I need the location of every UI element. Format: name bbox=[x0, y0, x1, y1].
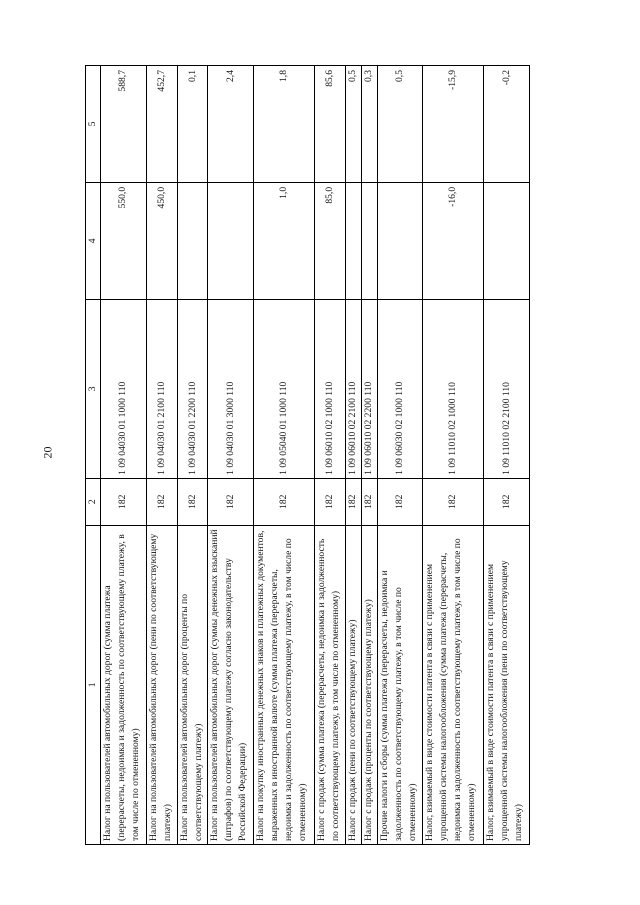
value-col5-cell: 85,6 bbox=[314, 66, 345, 183]
tax-name-cell: Налог с продаж (проценты по соответствующему платежу) bbox=[361, 525, 377, 844]
table-body bbox=[101, 66, 530, 845]
table-row bbox=[254, 66, 315, 845]
admin-code-cell: 182 bbox=[208, 478, 254, 525]
value-col4-cell: 1,0 bbox=[254, 182, 315, 299]
kbk-code-cell: 1 09 04030 01 3000 110 bbox=[208, 299, 254, 478]
admin-code-cell: 182 bbox=[484, 478, 530, 525]
header-col-2: 2 bbox=[86, 478, 101, 525]
admin-code-cell: 182 bbox=[101, 478, 147, 525]
admin-code-cell: 182 bbox=[254, 478, 315, 525]
page-number: 20 bbox=[40, 446, 55, 459]
header-row bbox=[86, 66, 101, 845]
value-col4-cell: 85,0 bbox=[314, 182, 345, 299]
value-col4-cell: 450,0 bbox=[146, 182, 177, 299]
table-row bbox=[484, 66, 530, 845]
header-col-4: 4 bbox=[86, 182, 101, 299]
kbk-code-cell: 1 09 06010 02 1000 110 bbox=[314, 299, 345, 478]
header-col-1: 1 bbox=[86, 525, 101, 844]
admin-code-cell: 182 bbox=[345, 478, 361, 525]
value-col5-cell: 0,5 bbox=[345, 66, 361, 183]
budget-revenue-table bbox=[85, 65, 530, 845]
table-row bbox=[146, 66, 177, 845]
admin-code-cell: 182 bbox=[314, 478, 345, 525]
value-col4-cell bbox=[377, 182, 423, 299]
tax-name-cell: Налог, взимаемый в виде стоимости патента в связи с применением упрощенной системы налогообложения (пени по соответствующему платежу) bbox=[484, 525, 530, 844]
table-row bbox=[177, 66, 208, 845]
kbk-code-cell: 1 09 04030 01 2200 110 bbox=[177, 299, 208, 478]
value-col4-cell bbox=[361, 182, 377, 299]
kbk-code-cell: 1 09 11010 02 1000 110 bbox=[423, 299, 484, 478]
kbk-code-cell: 1 09 05040 01 1000 110 bbox=[254, 299, 315, 478]
header-col-5: 5 bbox=[86, 66, 101, 183]
value-col4-cell bbox=[177, 182, 208, 299]
value-col5-cell: 1,8 bbox=[254, 66, 315, 183]
table-row bbox=[314, 66, 345, 845]
kbk-code-cell: 1 09 04030 01 1000 110 bbox=[101, 299, 147, 478]
table-row bbox=[377, 66, 423, 845]
value-col5-cell: -0,2 bbox=[484, 66, 530, 183]
table-row bbox=[345, 66, 361, 845]
value-col5-cell: 588,7 bbox=[101, 66, 147, 183]
kbk-code-cell: 1 09 06010 02 2100 110 bbox=[345, 299, 361, 478]
tax-name-cell: Прочие налоги и сборы (сумма платежа (перерасчеты, недоимка и задолженность по соответствующему платежу, в том числе по отмененному) bbox=[377, 525, 423, 844]
value-col4-cell bbox=[484, 182, 530, 299]
value-col4-cell bbox=[345, 182, 361, 299]
value-col4-cell bbox=[208, 182, 254, 299]
value-col5-cell: -15,9 bbox=[423, 66, 484, 183]
kbk-code-cell: 1 09 06030 02 1000 110 bbox=[377, 299, 423, 478]
value-col5-cell: 0,1 bbox=[177, 66, 208, 183]
kbk-code-cell: 1 09 06010 02 2200 110 bbox=[361, 299, 377, 478]
tax-name-cell: Налог на пользователей автомобильных дорог (суммы денежных взысканий (штрафов) по соответствующему платежу согласно законодательству Российской Федерации) bbox=[208, 525, 254, 844]
tax-name-cell: Налог на покупку иностранных денежных знаков и платежных документов, выраженных в иностранной валюте (сумма платежа (перерасчеты, недоимка и задолженность по соответствующему платежу, в том числе по отмененному) bbox=[254, 525, 315, 844]
tax-name-cell: Налог на пользователей автомобильных дорог (пени по соответствующему платежу) bbox=[146, 525, 177, 844]
value-col5-cell: 0,5 bbox=[377, 66, 423, 183]
value-col4-cell: -16,0 bbox=[423, 182, 484, 299]
tax-name-cell: Налог с продаж (сумма платежа (перерасчеты, недоимка и задолженность по соответствующему платежу, в том числе по отмененному) bbox=[314, 525, 345, 844]
header-col-3: 3 bbox=[86, 299, 101, 478]
rotated-table-container bbox=[85, 65, 530, 845]
kbk-code-cell: 1 09 04030 01 2100 110 bbox=[146, 299, 177, 478]
admin-code-cell: 182 bbox=[377, 478, 423, 525]
value-col5-cell: 2,4 bbox=[208, 66, 254, 183]
value-col5-cell: 452,7 bbox=[146, 66, 177, 183]
admin-code-cell: 182 bbox=[146, 478, 177, 525]
admin-code-cell: 182 bbox=[361, 478, 377, 525]
kbk-code-cell: 1 09 11010 02 2100 110 bbox=[484, 299, 530, 478]
admin-code-cell: 182 bbox=[177, 478, 208, 525]
value-col5-cell: 0,3 bbox=[361, 66, 377, 183]
tax-name-cell: Налог на пользователей автомобильных дорог (проценты по соответствующему платежу) bbox=[177, 525, 208, 844]
tax-name-cell: Налог с продаж (пени по соответствующему платежу) bbox=[345, 525, 361, 844]
value-col4-cell: 550,0 bbox=[101, 182, 147, 299]
table-row bbox=[423, 66, 484, 845]
tax-name-cell: Налог, взимаемый в виде стоимости патента в связи с применением упрощенной системы налогообложения (сумма платежа (перерасчеты, недоимка и задолженность по соответствующему платежу, в том числе по отмененному) bbox=[423, 525, 484, 844]
table-row bbox=[208, 66, 254, 845]
admin-code-cell: 182 bbox=[423, 478, 484, 525]
table-header bbox=[86, 66, 101, 845]
table-row bbox=[361, 66, 377, 845]
table-row bbox=[101, 66, 147, 845]
tax-name-cell: Налог на пользователей автомобильных дорог (сумма платежа (перерасчеты, недоимка и задолженность по соответствующему платежу, в том числе по отмененному) bbox=[101, 525, 147, 844]
